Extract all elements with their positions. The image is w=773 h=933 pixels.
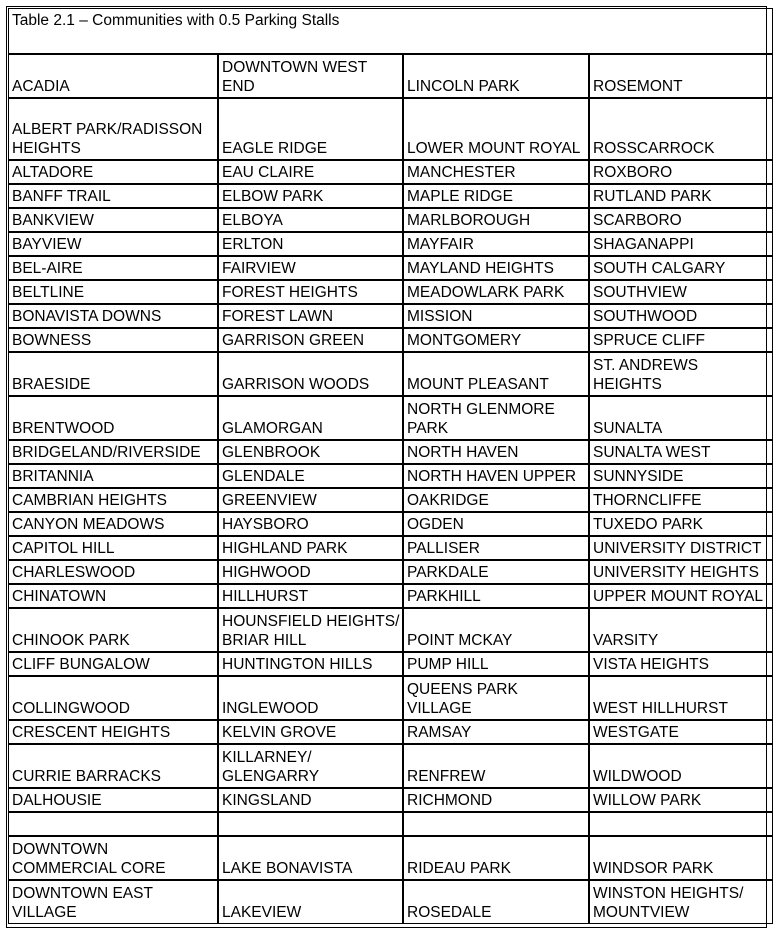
table-cell: ELBOYA [218, 208, 403, 232]
table-cell: NORTH HAVEN UPPER [403, 464, 589, 488]
table-row [8, 352, 773, 396]
table-cell: BANFF TRAIL [8, 184, 218, 208]
table-cell: CRESCENT HEIGHTS [8, 720, 218, 744]
table-cell: MEADOWLARK PARK [403, 280, 589, 304]
table-cell: CLIFF BUNGALOW [8, 652, 218, 676]
table-cell: BONAVISTA DOWNS [8, 304, 218, 328]
table-cell: KILLARNEY/ GLENGARRY [218, 744, 403, 788]
table-row [8, 184, 773, 208]
table-caption: Table 2.1 – Communities with 0.5 Parking Stalls [8, 8, 773, 54]
table-row [8, 98, 773, 160]
table-cell: HIGHWOOD [218, 560, 403, 584]
table-cell: CAMBRIAN HEIGHTS [8, 488, 218, 512]
table-cell: ROSSCARROCK [589, 98, 773, 160]
table-cell: KINGSLAND [218, 788, 403, 812]
table-cell: EAGLE RIDGE [218, 98, 403, 160]
table-cell: GARRISON GREEN [218, 328, 403, 352]
table-cell: SUNALTA WEST [589, 440, 773, 464]
table-cell: BRIDGELAND/RIVERSIDE [8, 440, 218, 464]
table-cell: MONTGOMERY [403, 328, 589, 352]
table-row [8, 812, 773, 836]
table-cell: GARRISON WOODS [218, 352, 403, 396]
table-row [8, 744, 773, 788]
table-cell: MISSION [403, 304, 589, 328]
table-row [8, 440, 773, 464]
table-cell: EAU CLAIRE [218, 160, 403, 184]
table-cell: ST. ANDREWS HEIGHTS [589, 352, 773, 396]
table-cell: SOUTHVIEW [589, 280, 773, 304]
table-cell: FAIRVIEW [218, 256, 403, 280]
table-cell: SUNNYSIDE [589, 464, 773, 488]
table-cell: RUTLAND PARK [589, 184, 773, 208]
table-cell: BRAESIDE [8, 352, 218, 396]
table-cell: SCARBORO [589, 208, 773, 232]
table-cell: WILDWOOD [589, 744, 773, 788]
table-row [8, 880, 773, 924]
table-cell: CHINOOK PARK [8, 608, 218, 652]
communities-table [8, 8, 773, 924]
table-cell: DOWNTOWN COMMERCIAL CORE [8, 836, 218, 880]
table-cell: ROXBORO [589, 160, 773, 184]
table-cell: SPRUCE CLIFF [589, 328, 773, 352]
table-row [8, 304, 773, 328]
table-cell: NORTH HAVEN [403, 440, 589, 464]
table-row [8, 836, 773, 880]
table-cell: FOREST LAWN [218, 304, 403, 328]
table-cell: QUEENS PARK VILLAGE [403, 676, 589, 720]
table-cell: NORTH GLENMORE PARK [403, 396, 589, 440]
table-cell: GREENVIEW [218, 488, 403, 512]
table-cell: MAPLE RIDGE [403, 184, 589, 208]
table-cell: SHAGANAPPI [589, 232, 773, 256]
table-cell: BAYVIEW [8, 232, 218, 256]
table-row [8, 584, 773, 608]
table-cell: HILLHURST [218, 584, 403, 608]
table-row [8, 788, 773, 812]
table-cell: UPPER MOUNT ROYAL [589, 584, 773, 608]
table-row [8, 488, 773, 512]
table-cell: ROSEDALE [403, 880, 589, 924]
table-cell: KELVIN GROVE [218, 720, 403, 744]
table-cell: MARLBOROUGH [403, 208, 589, 232]
table-cell: POINT MCKAY [403, 608, 589, 652]
table-cell: ROSEMONT [589, 54, 773, 98]
table-cell: PALLISER [403, 536, 589, 560]
table-row [8, 54, 773, 98]
table-cell: BOWNESS [8, 328, 218, 352]
table-cell: HOUNSFIELD HEIGHTS/ BRIAR HILL [218, 608, 403, 652]
table-cell: ACADIA [8, 54, 218, 98]
table-cell: MANCHESTER [403, 160, 589, 184]
table-row [8, 560, 773, 584]
table-cell: FOREST HEIGHTS [218, 280, 403, 304]
table-cell: UNIVERSITY DISTRICT [589, 536, 773, 560]
table-cell: ELBOW PARK [218, 184, 403, 208]
table-cell [589, 812, 773, 836]
table-cell: ERLTON [218, 232, 403, 256]
table-cell: MAYLAND HEIGHTS [403, 256, 589, 280]
table-row [8, 512, 773, 536]
table-cell: COLLINGWOOD [8, 676, 218, 720]
table-cell: WESTGATE [589, 720, 773, 744]
table-cell: RENFREW [403, 744, 589, 788]
table-cell: BANKVIEW [8, 208, 218, 232]
table-row [8, 208, 773, 232]
table-row [8, 608, 773, 652]
table-cell: RAMSAY [403, 720, 589, 744]
table-row [8, 720, 773, 744]
table-cell: LOWER MOUNT ROYAL [403, 98, 589, 160]
table-cell [8, 812, 218, 836]
table-cell: OAKRIDGE [403, 488, 589, 512]
table-cell: WINDSOR PARK [589, 836, 773, 880]
table-cell: VISTA HEIGHTS [589, 652, 773, 676]
table-cell: RIDEAU PARK [403, 836, 589, 880]
table-row [8, 160, 773, 184]
table-cell: UNIVERSITY HEIGHTS [589, 560, 773, 584]
table-cell: GLAMORGAN [218, 396, 403, 440]
table-cell: HAYSBORO [218, 512, 403, 536]
table-cell: CHARLESWOOD [8, 560, 218, 584]
table-cell: ALTADORE [8, 160, 218, 184]
table-cell: BEL-AIRE [8, 256, 218, 280]
table-cell: DALHOUSIE [8, 788, 218, 812]
table-cell: INGLEWOOD [218, 676, 403, 720]
table-cell: TUXEDO PARK [589, 512, 773, 536]
table-cell: MOUNT PLEASANT [403, 352, 589, 396]
table-cell: SUNALTA [589, 396, 773, 440]
table-cell: MAYFAIR [403, 232, 589, 256]
table-cell: PARKDALE [403, 560, 589, 584]
table-cell: HIGHLAND PARK [218, 536, 403, 560]
table-row [8, 652, 773, 676]
table-cell: RICHMOND [403, 788, 589, 812]
table-cell: ALBERT PARK/RADISSON HEIGHTS [8, 98, 218, 160]
table-row [8, 328, 773, 352]
table-cell: LAKE BONAVISTA [218, 836, 403, 880]
table-row [8, 536, 773, 560]
table-cell: OGDEN [403, 512, 589, 536]
caption-row [8, 8, 773, 54]
table-cell: CURRIE BARRACKS [8, 744, 218, 788]
table-row [8, 464, 773, 488]
table-cell: THORNCLIFFE [589, 488, 773, 512]
table-cell: LINCOLN PARK [403, 54, 589, 98]
table-cell: WILLOW PARK [589, 788, 773, 812]
table-cell: BELTLINE [8, 280, 218, 304]
table-row [8, 256, 773, 280]
table-cell: CHINATOWN [8, 584, 218, 608]
table-cell: DOWNTOWN WEST END [218, 54, 403, 98]
table-cell: BRENTWOOD [8, 396, 218, 440]
table-cell: WINSTON HEIGHTS/ MOUNTVIEW [589, 880, 773, 924]
table-cell: PARKHILL [403, 584, 589, 608]
table-cell: HUNTINGTON HILLS [218, 652, 403, 676]
table-cell: DOWNTOWN EAST VILLAGE [8, 880, 218, 924]
table-cell: SOUTH CALGARY [589, 256, 773, 280]
table-cell: GLENBROOK [218, 440, 403, 464]
table-cell: PUMP HILL [403, 652, 589, 676]
table-cell [218, 812, 403, 836]
table-row [8, 280, 773, 304]
table-row [8, 232, 773, 256]
table-row [8, 676, 773, 720]
table-cell: WEST HILLHURST [589, 676, 773, 720]
table-cell: BRITANNIA [8, 464, 218, 488]
table-cell: VARSITY [589, 608, 773, 652]
table-cell: LAKEVIEW [218, 880, 403, 924]
table-cell: SOUTHWOOD [589, 304, 773, 328]
table-cell [403, 812, 589, 836]
table-cell: CAPITOL HILL [8, 536, 218, 560]
table-cell: CANYON MEADOWS [8, 512, 218, 536]
table-row [8, 396, 773, 440]
table-cell: GLENDALE [218, 464, 403, 488]
